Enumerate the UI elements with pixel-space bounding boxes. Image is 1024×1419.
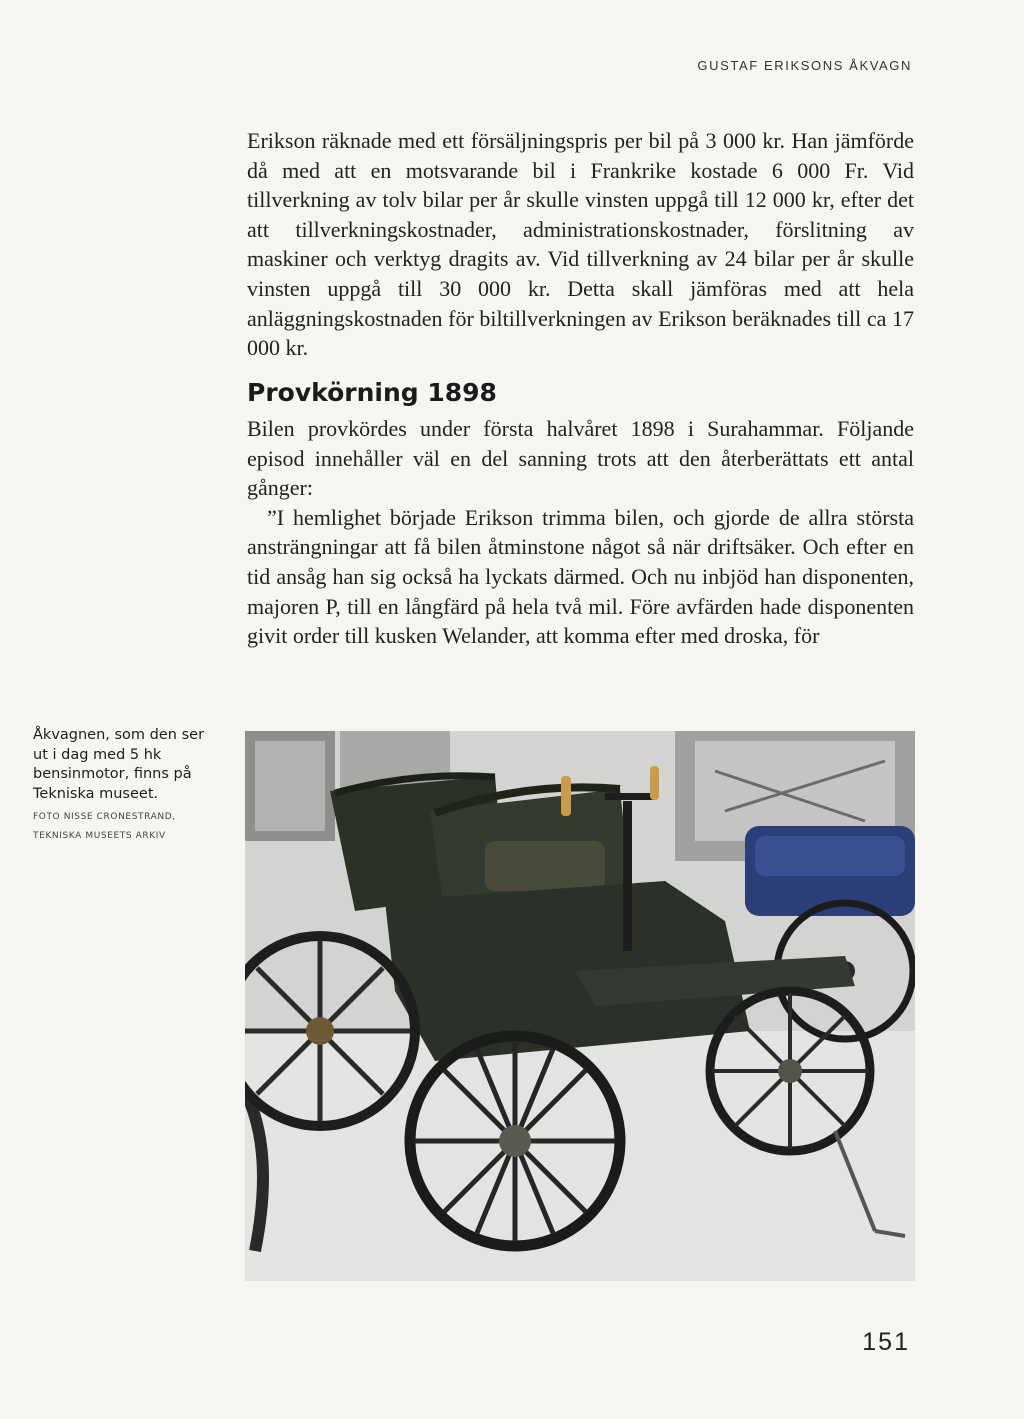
intro-text	[247, 126, 914, 363]
section-text	[247, 414, 914, 651]
intro-paragraph: Erikson räknade med ett försäljningspris per bil på 3 000 kr. Han jämförde då med att en motsvarande bil i Frankrike kostade 6 000 Fr. Vid tillverkning av tolv bilar per år skulle vinsten uppgå till 12 000 kr, efter det att tillverkningskostnader, administrationskostnader, förslitning av maskiner och verktyg dragits av. Vid tillverkning av 24 bilar per år skulle vinsten uppgå till 30 000 kr. Detta skall jämföras med att hela anläggningskostnaden för biltillverkningen av Erikson beräknades till ca 17 000 kr.	[247, 128, 914, 361]
page-number: 151	[862, 1328, 910, 1356]
carriage-photo	[245, 731, 915, 1281]
photo-credit	[33, 808, 213, 846]
section-paragraph-1: Bilen provkördes under första halvåret 1898 i Surahammar. Följande episod innehåller väl en del sanning trots att den återberättats ett antal gånger:	[247, 416, 914, 501]
caption-text: Åkvagnen, som den ser ut i dag med 5 hk bensinmotor, finns på Tekniska museet.	[33, 727, 205, 802]
figure-caption	[33, 726, 213, 846]
photo-credit-line-2: TEKNISKA MUSEETS ARKIV	[33, 831, 166, 841]
section-paragraph-2: ”I hemlighet började Erikson trimma bilen, och gjorde de allra största ansträngningar att få bilen åtminstone något så när driftsäker. Och efter en tid ansåg han sig också ha lyckats därmed. Och nu inbjöd han disponenten, majoren P, till en långfärd på hela två mil. Före avfärden hade disponenten givit order till kusken Welander, att komma efter med droska, för	[247, 504, 914, 649]
running-header: GUSTAF ERIKSONS ÅKVAGN	[697, 58, 912, 73]
carriage-illustration	[245, 731, 915, 1281]
section-heading: Provkörning 1898	[247, 378, 497, 407]
photo-credit-line-1: FOTO NISSE CRONESTRAND,	[33, 812, 176, 822]
